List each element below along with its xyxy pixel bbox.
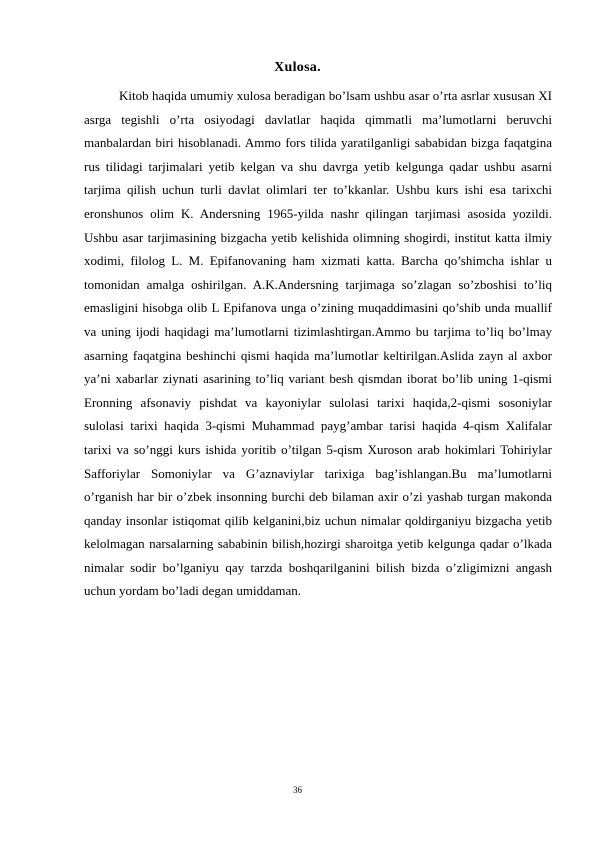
section-title: Xulosa.	[274, 60, 321, 75]
page-number: 36	[293, 785, 302, 795]
body-paragraph: Kitob haqida umumiy xulosa beradigan bo’lsam ushbu asar o’rta asrlar xususan XI asrga tegishli o’rta osiyodagi davlatlar haqida qimmatli ma’lumotlarni beruvchi manbalardan biri hisoblanadi. Ammo fors tilida yaratilganligi sababidan bizga faqatgina rus tilidagi tarjimalari yetib kelgan va shu davrga yetib kelgunga qadar ushbu asarni tarjima qilish uchun turli davlat olimlari ter to’kkanlar. Ushbu kurs ishi esa tarixchi eronshunos olim K. Andersning 1965-yilda nashr qilingan tarjimasi asosida yozildi. Ushbu asar tarjimasining bizgacha yetib kelishida olimning shogirdi, institut katta ilmiy xodimi, filolog L. M. Epifanovaning ham xizmati katta. Barcha qo’shimcha ishlar u tomonidan amalga oshirilgan. A.K.Andersning tarjimaga so’zlagan so’zboshisi to’liq emasligini hisobga olib L Epifanova unga o’zining muqaddimasini qo’shib unda muallif va uning ijodi haqidagi ma’lumotlarni tizimlashtirgan.Ammo bu tarjima to’liq bo’lmay asarning faqatgina beshinchi qismi haqida ma’lumotlar keltirilgan.Aslida zayn al axbor ya’ni xabarlar ziynati asarining to’liq variant besh qismdan iborat bo’lib uning 1-qismi Eronning afsonaviy pishdat va kayoniylar sulolasi tarixi haqida,2-qismi sosoniylar sulolasi tarixi haqida 3-qismi Muhammad payg’ambar tarisi haqida 4-qism Xalifalar tarixi va so’nggi kurs ishida yoritib o’tilgan 5-qism Xuroson arab hokimlari Tohiriylar Safforiylar Somoniylar va G’aznaviylar tarixiga bag’ishlangan.Bu ma’lumotlarni o’rganish har bir o’zbek insonning burchi deb bilaman axir o’zi yashab turgan makonda qanday insonlar istiqomat qilib kelganini,biz uchun nimalar qoldirganiyu bizgacha yetib kelolmagan narsalarning sababinin bilish,hozirgi sharoitga yetib kelgunga qadar o’lkada nimalar sodir bo’lganiyu qay tarzda boshqarilganini bilish bizda o’zligimizni angash uchun yordam bo’ladi degan umiddaman.	[84, 88, 552, 599]
